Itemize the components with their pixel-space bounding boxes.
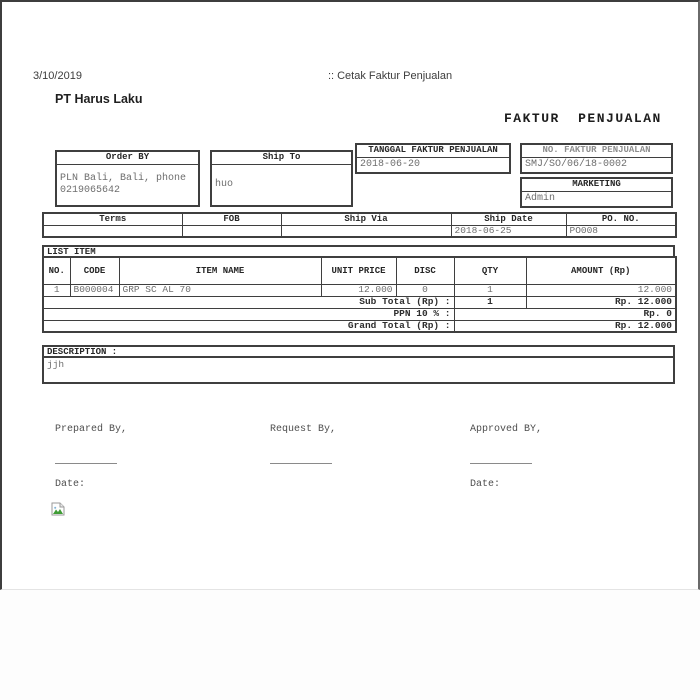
invoice-title: FAKTUR PENJUALAN xyxy=(504,111,662,126)
qty-header: QTY xyxy=(454,257,526,284)
item-amount: 12.000 xyxy=(526,284,676,296)
order-by-value: PLN Bali, Bali, phone 0219065642 xyxy=(56,164,199,206)
invoice-date-box xyxy=(355,143,511,174)
ship-to-value: huo xyxy=(211,164,352,206)
prepared-date-label: Date: xyxy=(55,479,86,490)
list-item-section-label: LIST ITEM xyxy=(42,245,675,258)
item-disc: 0 xyxy=(396,284,454,296)
shipping-table xyxy=(42,212,677,238)
no-header: NO. xyxy=(43,257,70,284)
description-value: jjh xyxy=(42,357,675,384)
marketing-value: Admin xyxy=(521,191,672,207)
subtotal-value: Rp. 12.000 xyxy=(526,296,676,308)
fob-header: FOB xyxy=(182,213,281,225)
fob-value xyxy=(182,225,281,237)
marketing-header: MARKETING xyxy=(521,178,672,191)
approved-by-label: Approved BY, xyxy=(470,424,543,435)
amount-header: AMOUNT (Rp) xyxy=(526,257,676,284)
signature-line xyxy=(55,463,117,464)
items-table xyxy=(42,257,677,333)
grand-total-value: Rp. 12.000 xyxy=(454,320,676,332)
grand-total-row xyxy=(43,320,676,332)
ship-date-value: 2018-06-25 xyxy=(451,225,566,237)
po-no-value: PO008 xyxy=(566,225,676,237)
company-name: PT Harus Laku xyxy=(55,92,143,106)
po-no-header: PO. NO. xyxy=(566,213,676,225)
ship-to-box xyxy=(210,150,353,207)
approved-date-label: Date: xyxy=(470,479,501,490)
print-page-title: :: Cetak Faktur Penjualan xyxy=(327,70,453,82)
item-row xyxy=(43,284,676,296)
item-qty: 1 xyxy=(454,284,526,296)
ship-date-header: Ship Date xyxy=(451,213,566,225)
invoice-no-value: SMJ/SO/06/18-0002 xyxy=(521,157,672,173)
shipping-header-row xyxy=(43,213,676,225)
ppn-value: Rp. 0 xyxy=(454,308,676,320)
terms-value xyxy=(43,225,182,237)
invoice-no-header: NO. FAKTUR PENJUALAN xyxy=(521,144,672,157)
request-by-label: Request By, xyxy=(270,424,337,435)
item-name-header: ITEM NAME xyxy=(119,257,321,284)
item-name: GRP SC AL 70 xyxy=(119,284,321,296)
subtotal-row xyxy=(43,296,676,308)
marketing-box xyxy=(520,177,673,208)
description-label: DESCRIPTION : xyxy=(42,345,675,358)
items-header-row xyxy=(43,257,676,284)
item-code: B000004 xyxy=(70,284,119,296)
ship-via-header: Ship Via xyxy=(281,213,451,225)
broken-image-icon xyxy=(50,501,66,517)
ship-to-header: Ship To xyxy=(211,151,352,164)
invoice-date-value: 2018-06-20 xyxy=(356,157,510,173)
prepared-by-label: Prepared By, xyxy=(55,424,128,435)
print-date: 3/10/2019 xyxy=(33,70,82,82)
subtotal-label: Sub Total (Rp) : xyxy=(43,296,454,308)
ship-via-value xyxy=(281,225,451,237)
item-no: 1 xyxy=(43,284,70,296)
grand-total-label: Grand Total (Rp) : xyxy=(43,320,454,332)
unit-price-header: UNIT PRICE xyxy=(321,257,396,284)
disc-header: DISC xyxy=(396,257,454,284)
order-by-box xyxy=(55,150,200,207)
signature-line xyxy=(270,463,332,464)
terms-header: Terms xyxy=(43,213,182,225)
code-header: CODE xyxy=(70,257,119,284)
signature-line xyxy=(470,463,532,464)
invoice-no-box xyxy=(520,143,673,174)
order-by-header: Order BY xyxy=(56,151,199,164)
ppn-row xyxy=(43,308,676,320)
ppn-label: PPN 10 % : xyxy=(43,308,454,320)
invoice-date-header: TANGGAL FAKTUR PENJUALAN xyxy=(356,144,510,157)
shipping-value-row xyxy=(43,225,676,237)
subtotal-qty: 1 xyxy=(454,296,526,308)
item-unit-price: 12.000 xyxy=(321,284,396,296)
